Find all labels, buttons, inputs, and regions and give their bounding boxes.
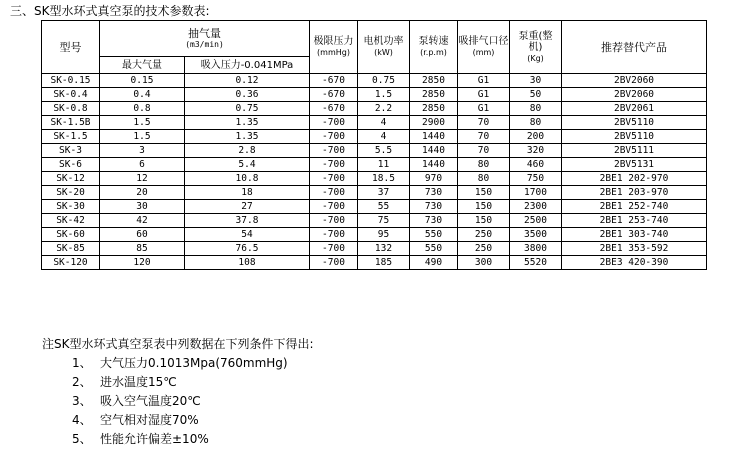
cell-max-gas: 0.4 — [100, 88, 185, 102]
cell-speed: 1440 — [410, 144, 458, 158]
cell-model: SK-3 — [42, 144, 100, 158]
cell-suction-capacity: 1.35 — [185, 116, 310, 130]
cell-limit-pressure: -700 — [310, 172, 358, 186]
note-text: 吸入空气温度20℃ — [100, 394, 201, 408]
cell-model: SK-0.15 — [42, 74, 100, 88]
notes — [42, 335, 314, 449]
cell-limit-pressure: -700 — [310, 228, 358, 242]
header-weight-label: 泵重(整机) — [518, 30, 553, 53]
cell-speed: 550 — [410, 242, 458, 256]
table-row — [42, 74, 707, 88]
cell-replacement: 2BV5110 — [562, 116, 707, 130]
note-text: 性能允许偏差±10% — [100, 432, 209, 446]
cell-speed: 730 — [410, 200, 458, 214]
cell-model: SK-120 — [42, 256, 100, 270]
cell-replacement: 2BE1 303-740 — [562, 228, 707, 242]
header-replacement: 推荐替代产品 — [562, 21, 707, 74]
note-text: 进水温度15℃ — [100, 375, 177, 389]
header-pumping — [100, 21, 310, 57]
cell-speed: 2850 — [410, 102, 458, 116]
cell-weight: 2300 — [510, 200, 562, 214]
cell-max-gas: 1.5 — [100, 116, 185, 130]
cell-port: 250 — [458, 228, 510, 242]
header-limit-pressure-unit: (mmHg) — [317, 48, 350, 57]
cell-speed: 730 — [410, 214, 458, 228]
table-row — [42, 256, 707, 270]
cell-suction-capacity: 0.12 — [185, 74, 310, 88]
cell-weight: 5520 — [510, 256, 562, 270]
table-row — [42, 158, 707, 172]
cell-replacement: 2BE1 202-970 — [562, 172, 707, 186]
table-body — [42, 74, 707, 270]
cell-port: 300 — [458, 256, 510, 270]
note-number: 2、 — [72, 375, 92, 389]
cell-weight: 200 — [510, 130, 562, 144]
cell-speed: 970 — [410, 172, 458, 186]
header-motor-power-label: 电机功率 — [363, 36, 404, 47]
cell-suction-capacity: 1.35 — [185, 130, 310, 144]
table-row — [42, 186, 707, 200]
note-item — [72, 430, 314, 449]
table-row — [42, 88, 707, 102]
cell-speed: 490 — [410, 256, 458, 270]
cell-model: SK-30 — [42, 200, 100, 214]
table-row — [42, 116, 707, 130]
cell-port: 80 — [458, 158, 510, 172]
cell-port: 150 — [458, 200, 510, 214]
cell-weight: 3800 — [510, 242, 562, 256]
cell-replacement: 2BV2060 — [562, 88, 707, 102]
cell-weight: 30 — [510, 74, 562, 88]
table-row — [42, 130, 707, 144]
cell-port: 250 — [458, 242, 510, 256]
cell-weight: 50 — [510, 88, 562, 102]
note-item — [72, 392, 314, 411]
cell-suction-capacity: 0.36 — [185, 88, 310, 102]
table-row — [42, 102, 707, 116]
cell-model: SK-85 — [42, 242, 100, 256]
note-number: 4、 — [72, 413, 92, 427]
cell-suction-capacity: 54 — [185, 228, 310, 242]
cell-speed: 730 — [410, 186, 458, 200]
parameters-table — [41, 20, 707, 270]
cell-port: G1 — [458, 88, 510, 102]
cell-port: 80 — [458, 172, 510, 186]
cell-replacement: 2BE1 353-592 — [562, 242, 707, 256]
cell-model: SK-42 — [42, 214, 100, 228]
cell-weight: 1700 — [510, 186, 562, 200]
cell-replacement: 2BV2060 — [562, 74, 707, 88]
note-text: 空气相对湿度70% — [100, 413, 199, 427]
table-row — [42, 172, 707, 186]
cell-max-gas: 0.8 — [100, 102, 185, 116]
cell-max-gas: 3 — [100, 144, 185, 158]
cell-weight: 460 — [510, 158, 562, 172]
header-weight-unit: (Kg) — [527, 53, 544, 63]
cell-speed: 1440 — [410, 158, 458, 172]
cell-limit-pressure: -700 — [310, 242, 358, 256]
cell-motor-power: 37 — [358, 186, 410, 200]
cell-replacement: 2BV5110 — [562, 130, 707, 144]
cell-speed: 2850 — [410, 88, 458, 102]
cell-motor-power: 18.5 — [358, 172, 410, 186]
cell-weight: 2500 — [510, 214, 562, 228]
cell-model: SK-0.8 — [42, 102, 100, 116]
cell-replacement: 2BE1 252-740 — [562, 200, 707, 214]
cell-motor-power: 5.5 — [358, 144, 410, 158]
cell-limit-pressure: -670 — [310, 102, 358, 116]
header-speed — [410, 21, 458, 74]
table-row — [42, 200, 707, 214]
cell-weight: 80 — [510, 116, 562, 130]
header-motor-power — [358, 21, 410, 74]
note-text: 大气压力0.1013Mpa(760mmHg) — [100, 356, 288, 370]
cell-suction-capacity: 37.8 — [185, 214, 310, 228]
cell-replacement: 2BE1 253-740 — [562, 214, 707, 228]
note-number: 1、 — [72, 356, 92, 370]
cell-weight: 3500 — [510, 228, 562, 242]
note-item — [72, 354, 314, 373]
header-limit-pressure-label: 极限压力 — [313, 36, 354, 47]
cell-port: 150 — [458, 214, 510, 228]
cell-max-gas: 60 — [100, 228, 185, 242]
note-item — [72, 373, 314, 392]
cell-motor-power: 4 — [358, 130, 410, 144]
cell-model: SK-1.5B — [42, 116, 100, 130]
cell-weight: 80 — [510, 102, 562, 116]
cell-max-gas: 1.5 — [100, 130, 185, 144]
cell-limit-pressure: -700 — [310, 116, 358, 130]
table-row — [42, 144, 707, 158]
cell-max-gas: 20 — [100, 186, 185, 200]
header-weight — [510, 21, 562, 74]
cell-suction-capacity: 27 — [185, 200, 310, 214]
cell-weight: 750 — [510, 172, 562, 186]
cell-motor-power: 132 — [358, 242, 410, 256]
note-number: 3、 — [72, 394, 92, 408]
cell-replacement: 2BE1 203-970 — [562, 186, 707, 200]
header-pumping-unit: (m3/min) — [185, 39, 224, 49]
cell-max-gas: 85 — [100, 242, 185, 256]
cell-max-gas: 6 — [100, 158, 185, 172]
cell-speed: 2850 — [410, 74, 458, 88]
cell-replacement: 2BV5131 — [562, 158, 707, 172]
cell-motor-power: 0.75 — [358, 74, 410, 88]
cell-motor-power: 4 — [358, 116, 410, 130]
cell-suction-capacity: 0.75 — [185, 102, 310, 116]
table-row — [42, 242, 707, 256]
cell-limit-pressure: -700 — [310, 256, 358, 270]
cell-max-gas: 12 — [100, 172, 185, 186]
cell-model: SK-0.4 — [42, 88, 100, 102]
cell-limit-pressure: -700 — [310, 186, 358, 200]
cell-max-gas: 0.15 — [100, 74, 185, 88]
cell-max-gas: 30 — [100, 200, 185, 214]
cell-replacement: 2BE3 420-390 — [562, 256, 707, 270]
cell-port: 70 — [458, 116, 510, 130]
table-row — [42, 214, 707, 228]
note-item — [72, 411, 314, 430]
cell-model: SK-60 — [42, 228, 100, 242]
cell-port: 70 — [458, 130, 510, 144]
cell-model: SK-12 — [42, 172, 100, 186]
cell-limit-pressure: -670 — [310, 74, 358, 88]
cell-weight: 320 — [510, 144, 562, 158]
header-speed-label: 泵转速 — [418, 36, 449, 47]
cell-speed: 1440 — [410, 130, 458, 144]
cell-limit-pressure: -700 — [310, 158, 358, 172]
cell-motor-power: 2.2 — [358, 102, 410, 116]
cell-model: SK-1.5 — [42, 130, 100, 144]
cell-speed: 550 — [410, 228, 458, 242]
cell-suction-capacity: 5.4 — [185, 158, 310, 172]
note-number: 5、 — [72, 432, 92, 446]
cell-speed: 2900 — [410, 116, 458, 130]
cell-motor-power: 55 — [358, 200, 410, 214]
cell-port: 70 — [458, 144, 510, 158]
table-title: 三、SK型水环式真空泵的技术参数表: — [10, 4, 210, 18]
notes-heading: 注SK型水环式真空泵表中列数据在下列条件下得出: — [42, 337, 314, 351]
header-model: 型号 — [42, 21, 100, 74]
cell-replacement: 2BV2061 — [562, 102, 707, 116]
cell-motor-power: 1.5 — [358, 88, 410, 102]
cell-suction-capacity: 2.8 — [185, 144, 310, 158]
header-suction-pressure: 吸入压力-0.041MPa — [185, 57, 310, 74]
cell-suction-capacity: 18 — [185, 186, 310, 200]
header-port-unit: (mm) — [472, 48, 495, 57]
cell-max-gas: 42 — [100, 214, 185, 228]
cell-limit-pressure: -700 — [310, 200, 358, 214]
header-max-gas: 最大气量 — [100, 57, 185, 74]
cell-suction-capacity: 76.5 — [185, 242, 310, 256]
header-port-label: 吸排气口径 — [458, 36, 509, 47]
cell-limit-pressure: -700 — [310, 130, 358, 144]
header-pumping-label: 抽气量 — [188, 26, 221, 40]
cell-limit-pressure: -700 — [310, 214, 358, 228]
cell-motor-power: 11 — [358, 158, 410, 172]
cell-port: G1 — [458, 102, 510, 116]
header-motor-power-unit: (kW) — [374, 48, 393, 57]
header-limit-pressure — [310, 21, 358, 74]
cell-max-gas: 120 — [100, 256, 185, 270]
cell-suction-capacity: 108 — [185, 256, 310, 270]
cell-motor-power: 185 — [358, 256, 410, 270]
header-speed-unit: (r.p.m) — [420, 48, 447, 57]
cell-port: 150 — [458, 186, 510, 200]
cell-port: G1 — [458, 74, 510, 88]
cell-suction-capacity: 10.8 — [185, 172, 310, 186]
cell-model: SK-6 — [42, 158, 100, 172]
table-row — [42, 228, 707, 242]
cell-replacement: 2BV5111 — [562, 144, 707, 158]
cell-limit-pressure: -700 — [310, 144, 358, 158]
cell-limit-pressure: -670 — [310, 88, 358, 102]
header-port — [458, 21, 510, 74]
cell-motor-power: 95 — [358, 228, 410, 242]
cell-model: SK-20 — [42, 186, 100, 200]
cell-motor-power: 75 — [358, 214, 410, 228]
